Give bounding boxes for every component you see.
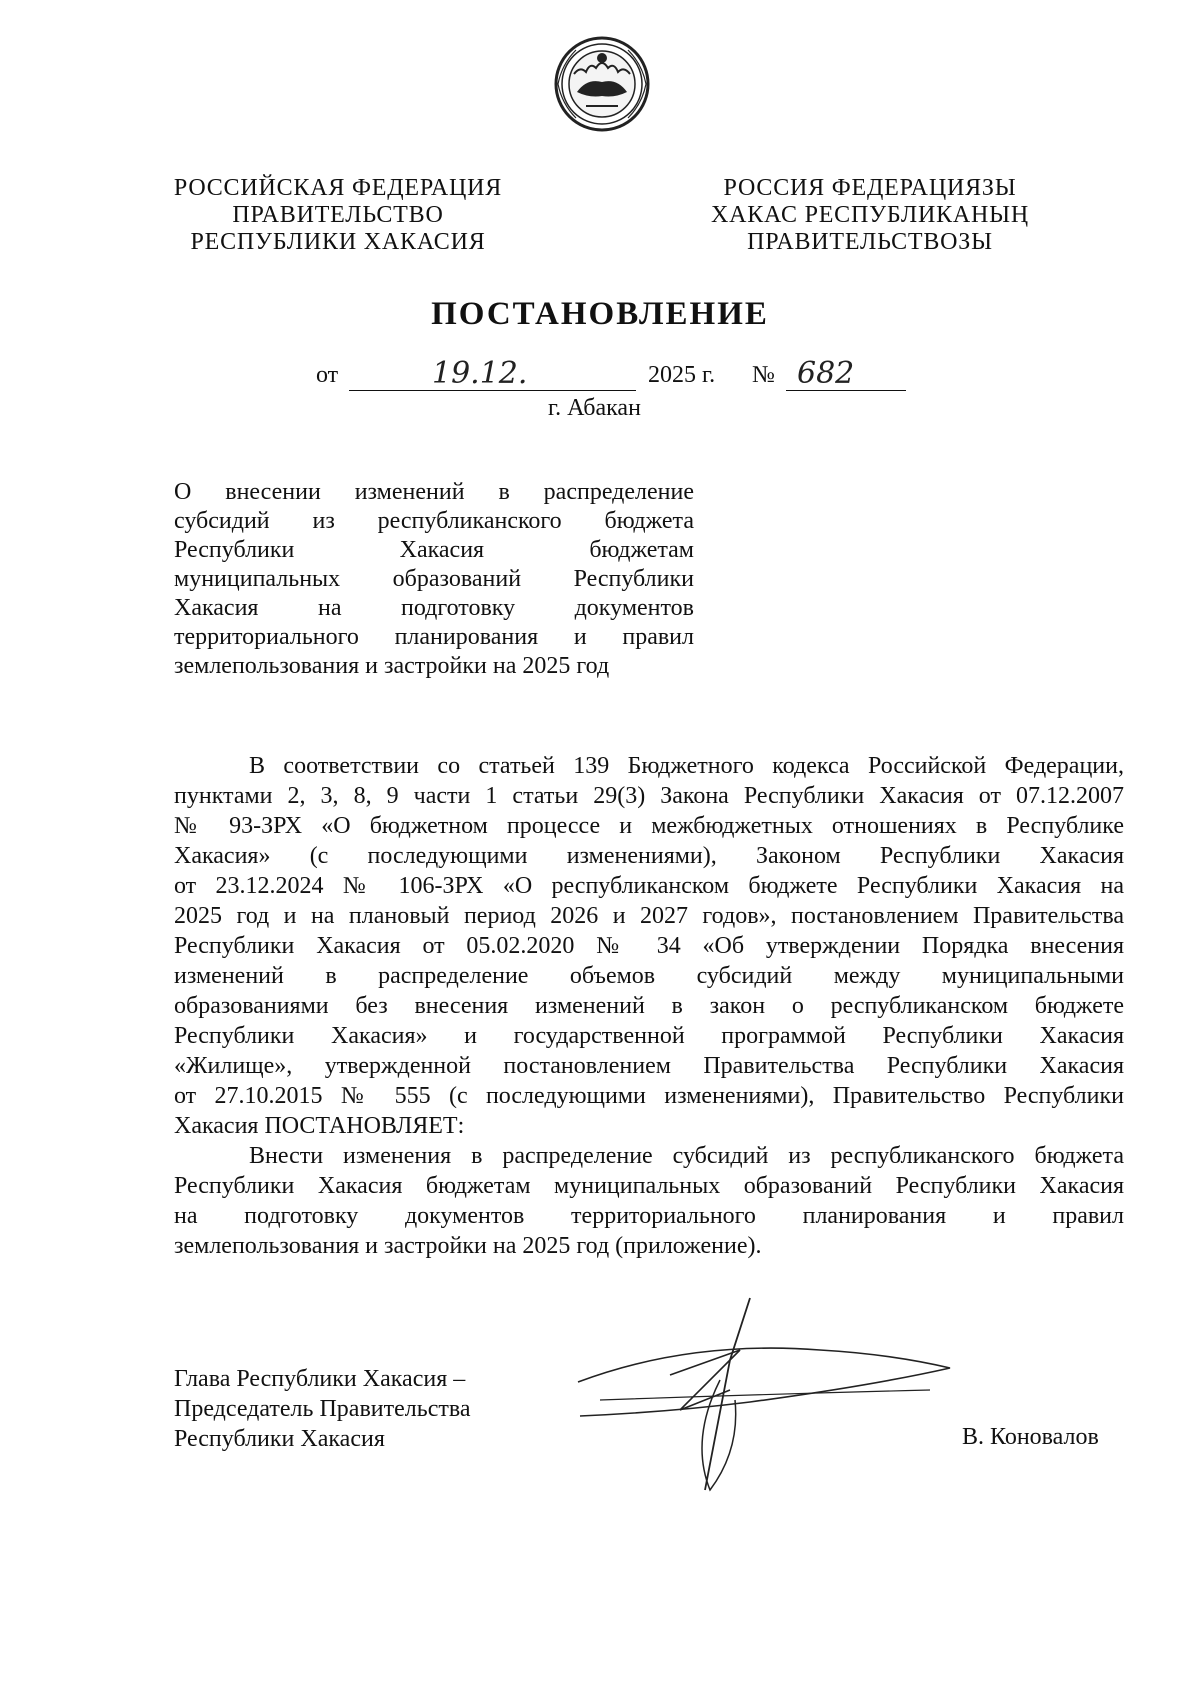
- body-line: 2025 год и на плановый период 2026 и 2027 годов», постановлением Правительства: [174, 903, 1124, 929]
- date-handwritten: 19.12.: [432, 356, 528, 391]
- subject-line: О внесении изменений в распределение: [174, 479, 694, 505]
- signer-position: [174, 1364, 471, 1454]
- body-line: пунктами 2, 3, 8, 9 части 1 статьи 29(3) Закона Республики Хакасия от 07.12.2007: [174, 783, 1124, 809]
- header-right-line: ПРАВИТЕЛЬСТВОЗЫ: [747, 229, 993, 255]
- subject-line: территориального планирования и правил: [174, 624, 694, 650]
- handwritten-signature: [570, 1290, 990, 1510]
- subject-line: Республики Хакасия бюджетам: [174, 537, 694, 563]
- body-line: Внести изменения в распределение субсидий из республиканского бюджета: [249, 1143, 1124, 1169]
- subject-line: землепользования и застройки на 2025 год: [174, 653, 610, 679]
- body-text: [174, 751, 1124, 1261]
- header-right-line: ХАКАС РЕСПУБЛИКАНЫҢ: [710, 202, 1030, 228]
- body-line: В соответствии со статьей 139 Бюджетного кодекса Российской Федерации,: [249, 753, 1124, 779]
- document-title: ПОСТАНОВЛЕНИЕ: [431, 296, 769, 332]
- body-line: образованиями без внесения изменений в закон о республиканском бюджете: [174, 993, 1124, 1019]
- signer-position-line: Глава Республики Хакасия –: [174, 1366, 466, 1392]
- body-line: Республики Хакасия бюджетам муниципальных образований Республики Хакасия: [174, 1173, 1124, 1199]
- number-handwritten: 682: [797, 356, 855, 391]
- body-line: землепользования и застройки на 2025 год (приложение).: [174, 1233, 762, 1259]
- number-label: №: [752, 362, 775, 388]
- body-line: изменений в распределение объемов субсидий между муниципальными: [174, 963, 1124, 989]
- signer-position-line: Республики Хакасия: [174, 1426, 385, 1452]
- body-line: № 93-ЗРХ «О бюджетном процессе и межбюджетных отношениях в Республике: [174, 813, 1124, 839]
- subject-line: Хакасия на подготовку документов: [174, 595, 694, 621]
- header-left-line: РОССИЙСКАЯ ФЕДЕРАЦИЯ: [173, 175, 503, 201]
- body-line: на подготовку документов территориального планирования и правил: [174, 1203, 1124, 1229]
- signer-name: В. Коновалов: [962, 1424, 1099, 1450]
- year-label: 2025 г.: [648, 362, 716, 388]
- subject-line: муниципальных образований Республики: [174, 566, 694, 592]
- header-right-line: РОССИЯ ФЕДЕРАЦИЯЗЫ: [723, 175, 1017, 201]
- body-line: от 27.10.2015 № 555 (с последующими изменениями), Правительство Республики: [174, 1083, 1124, 1109]
- coat-of-arms-emblem-icon: [552, 34, 652, 134]
- header-left-line: РЕСПУБЛИКИ ХАКАСИЯ: [190, 229, 486, 255]
- city: г. Абакан: [548, 395, 641, 421]
- header-left: [163, 175, 513, 256]
- body-line: «Жилище», утвержденной постановлением Правительства Республики Хакасия: [174, 1053, 1124, 1079]
- body-line: Республики Хакасия» и государственной программой Республики Хакасия: [174, 1023, 1124, 1049]
- header-left-line: ПРАВИТЕЛЬСТВО: [232, 202, 444, 228]
- subject: [174, 478, 694, 681]
- header-right: [690, 175, 1050, 256]
- body-line: Хакасия ПОСТАНОВЛЯЕТ:: [174, 1113, 465, 1139]
- signer-position-line: Председатель Правительства: [174, 1396, 471, 1422]
- body-line: от 23.12.2024 № 106-ЗРХ «О республиканском бюджете Республики Хакасия на: [174, 873, 1124, 899]
- date-prefix: от: [316, 362, 339, 388]
- subject-line: субсидий из республиканского бюджета: [174, 508, 694, 534]
- body-line: Республики Хакасия от 05.02.2020 № 34 «Об утверждении Порядка внесения: [174, 933, 1124, 959]
- body-line: Хакасия» (с последующими изменениями), Законом Республики Хакасия: [174, 843, 1124, 869]
